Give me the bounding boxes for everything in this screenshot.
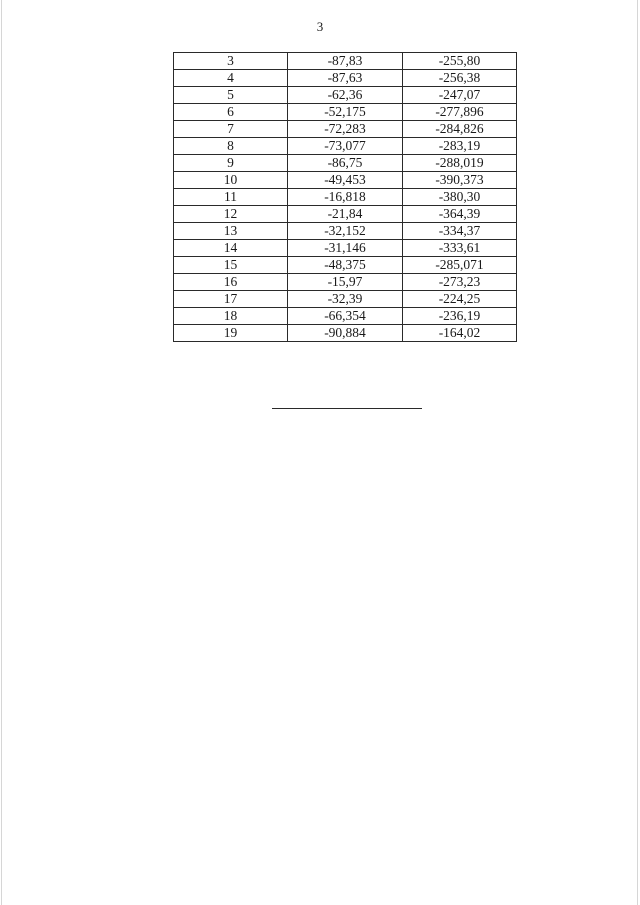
- row-index-cell: 14: [174, 240, 288, 257]
- row-index-cell: 3: [174, 53, 288, 70]
- table-body: [174, 53, 517, 342]
- column-3-value-cell: -255,80: [403, 53, 517, 70]
- column-3-value-cell: -236,19: [403, 308, 517, 325]
- column-2-value-cell: -90,884: [288, 325, 403, 342]
- data-table: [173, 52, 517, 342]
- table-row: [174, 70, 517, 87]
- column-3-value-cell: -224,25: [403, 291, 517, 308]
- table-row: [174, 308, 517, 325]
- row-index-cell: 19: [174, 325, 288, 342]
- column-3-value-cell: -390,373: [403, 172, 517, 189]
- row-index-cell: 6: [174, 104, 288, 121]
- table-row: [174, 223, 517, 240]
- row-index-cell: 17: [174, 291, 288, 308]
- column-3-value-cell: -285,071: [403, 257, 517, 274]
- column-2-value-cell: -32,152: [288, 223, 403, 240]
- column-2-value-cell: -52,175: [288, 104, 403, 121]
- column-3-value-cell: -273,23: [403, 274, 517, 291]
- column-3-value-cell: -364,39: [403, 206, 517, 223]
- table-row: [174, 240, 517, 257]
- table-row: [174, 325, 517, 342]
- column-3-value-cell: -288,019: [403, 155, 517, 172]
- column-3-value-cell: -164,02: [403, 325, 517, 342]
- column-2-value-cell: -21,84: [288, 206, 403, 223]
- column-2-value-cell: -15,97: [288, 274, 403, 291]
- column-2-value-cell: -73,077: [288, 138, 403, 155]
- column-3-value-cell: -333,61: [403, 240, 517, 257]
- column-2-value-cell: -31,146: [288, 240, 403, 257]
- page-number: 3: [316, 19, 324, 34]
- scan-edge-right: [637, 0, 638, 905]
- column-3-value-cell: -334,37: [403, 223, 517, 240]
- column-3-value-cell: -277,896: [403, 104, 517, 121]
- table-row: [174, 206, 517, 223]
- column-2-value-cell: -87,83: [288, 53, 403, 70]
- table-row: [174, 138, 517, 155]
- row-index-cell: 9: [174, 155, 288, 172]
- row-index-cell: 5: [174, 87, 288, 104]
- row-index-cell: 11: [174, 189, 288, 206]
- table-row: [174, 257, 517, 274]
- row-index-cell: 18: [174, 308, 288, 325]
- table-row: [174, 274, 517, 291]
- row-index-cell: 8: [174, 138, 288, 155]
- column-2-value-cell: -62,36: [288, 87, 403, 104]
- column-3-value-cell: -380,30: [403, 189, 517, 206]
- row-index-cell: 16: [174, 274, 288, 291]
- table-row: [174, 155, 517, 172]
- column-2-value-cell: -49,453: [288, 172, 403, 189]
- table-row: [174, 121, 517, 138]
- table-row: [174, 87, 517, 104]
- table-row: [174, 189, 517, 206]
- column-2-value-cell: -48,375: [288, 257, 403, 274]
- row-index-cell: 15: [174, 257, 288, 274]
- column-2-value-cell: -86,75: [288, 155, 403, 172]
- column-2-value-cell: -16,818: [288, 189, 403, 206]
- column-2-value-cell: -32,39: [288, 291, 403, 308]
- column-3-value-cell: -284,826: [403, 121, 517, 138]
- column-2-value-cell: -87,63: [288, 70, 403, 87]
- row-index-cell: 10: [174, 172, 288, 189]
- table-row: [174, 172, 517, 189]
- scan-edge-left: [1, 0, 2, 905]
- column-3-value-cell: -256,38: [403, 70, 517, 87]
- row-index-cell: 4: [174, 70, 288, 87]
- table-row: [174, 53, 517, 70]
- column-3-value-cell: -247,07: [403, 87, 517, 104]
- end-separator-line: [272, 408, 422, 409]
- column-3-value-cell: -283,19: [403, 138, 517, 155]
- table-row: [174, 104, 517, 121]
- column-2-value-cell: -66,354: [288, 308, 403, 325]
- column-2-value-cell: -72,283: [288, 121, 403, 138]
- row-index-cell: 13: [174, 223, 288, 240]
- row-index-cell: 12: [174, 206, 288, 223]
- row-index-cell: 7: [174, 121, 288, 138]
- table-row: [174, 291, 517, 308]
